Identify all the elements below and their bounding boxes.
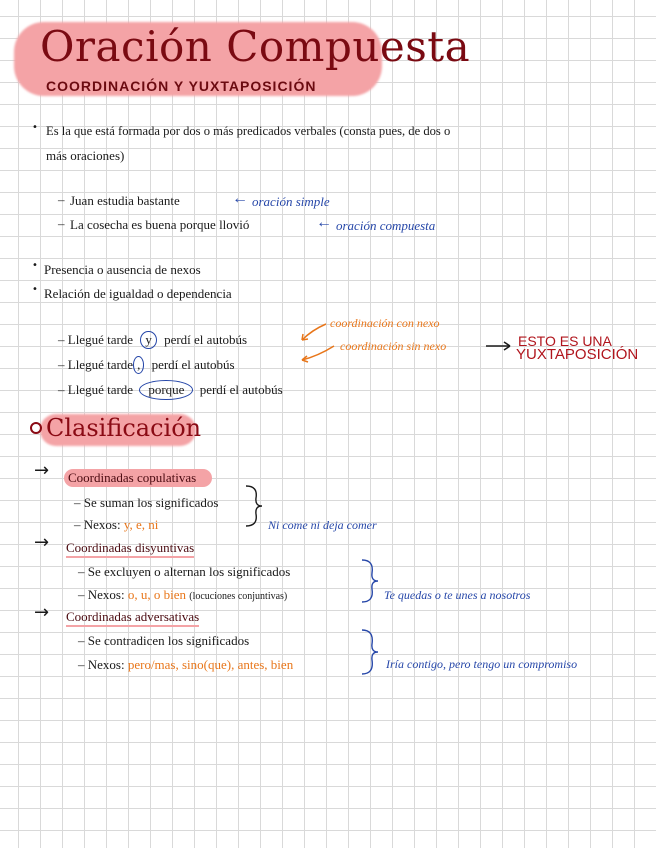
bullet-icon: • — [32, 260, 38, 271]
llegue-post: perdí el autobús — [164, 332, 248, 347]
nexos-value: o, u, o bien — [127, 587, 186, 602]
llegue-pre: Llegué tarde — [67, 332, 134, 347]
nexos-extra: (locuciones conjuntivas) — [189, 591, 288, 602]
page-subtitle: COORDINACIÓN Y YUXTAPOSICIÓN — [46, 78, 317, 94]
example-dash: – — [58, 216, 65, 231]
arrow-right-icon: → — [34, 602, 50, 623]
definition-line-2: más oraciones) — [46, 148, 125, 163]
point-nexos: Presencia o ausencia de nexos — [44, 262, 201, 277]
nexo-comma: , — [133, 356, 144, 374]
group-copulativas-example: Ni come ni deja comer — [268, 518, 377, 532]
note-coordinacion-con-nexo: coordinación con nexo — [330, 316, 440, 330]
arrow-left-icon: ← — [316, 214, 332, 231]
arrow-right-icon: → — [34, 532, 50, 553]
group-disyuntivas-nexos: – Nexos: o, u, o bien (locuciones conjuntivas) — [78, 587, 288, 602]
nexo-porque: porque — [139, 380, 193, 400]
group-adversativas-example: Iría contigo, pero tengo un compromiso — [386, 657, 578, 671]
point-relacion: Relación de igualdad o dependencia — [44, 286, 232, 301]
yuxtaposicion-note-line-1: ESTO ES UNA — [518, 333, 612, 349]
example-dash: – — [58, 192, 65, 207]
brace-icon — [360, 628, 380, 676]
nexos-value: pero/mas, sino(que), antes, bien — [127, 657, 294, 672]
arrow-con-nexo — [302, 324, 326, 340]
bullet-icon: • — [32, 284, 38, 295]
bullet-icon: • — [32, 122, 38, 133]
llegue-post: perdí el autobús — [199, 382, 283, 397]
group-disyuntivas-title: Coordinadas disyuntivas — [66, 540, 194, 558]
llegue-pre: Llegué tarde — [67, 382, 134, 397]
brace-icon — [360, 558, 380, 604]
group-disyuntivas-item: – Se excluyen o alternan los significados — [78, 564, 291, 579]
group-adversativas-title: Coordinadas adversativas — [66, 609, 199, 627]
circle-bullet-icon — [30, 422, 42, 434]
group-adversativas-item: – Se contradicen los significados — [78, 633, 250, 648]
note-coordinacion-sin-nexo: coordinación sin nexo — [340, 339, 447, 353]
definition-line-1: Es la que está formada por dos o más predicados verbales (consta pues, de dos o — [46, 124, 451, 138]
nexos-value: y, e, ni — [123, 517, 159, 532]
section-title-clasificacion: Clasificación — [46, 414, 202, 442]
example-compound-note: oración compuesta — [336, 218, 436, 233]
yuxtaposicion-note-line-2: YUXTAPOSICIÓN — [516, 346, 639, 363]
dash: – — [58, 332, 68, 347]
nexo-y: y — [140, 331, 157, 349]
group-disyuntivas-example: Te quedas o te unes a nosotros — [384, 588, 531, 602]
page-title: Oración Compuesta — [40, 22, 471, 71]
group-copulativas-item: – Se suman los significados — [74, 495, 219, 510]
dash: – — [58, 382, 68, 397]
arrow-right-icon: → — [34, 460, 50, 481]
arrow-left-icon: ← — [232, 190, 248, 207]
group-copulativas-title: Coordinadas copulativas — [68, 470, 197, 485]
brace-icon — [244, 484, 264, 528]
example-simple-note: oración simple — [252, 194, 330, 209]
arrow-sin-nexo — [302, 346, 334, 360]
group-adversativas-nexos: – Nexos: pero/mas, sino(que), antes, bien — [78, 657, 294, 672]
llegue-pre: Llegué tarde — [67, 357, 134, 372]
example-compound-text: La cosecha es buena porque llovió — [70, 217, 250, 232]
dash: – — [58, 357, 68, 372]
llegue-post: perdí el autobús — [151, 357, 235, 372]
example-simple-text: Juan estudia bastante — [70, 193, 180, 208]
group-copulativas-nexos: – Nexos: y, e, ni — [74, 517, 159, 532]
